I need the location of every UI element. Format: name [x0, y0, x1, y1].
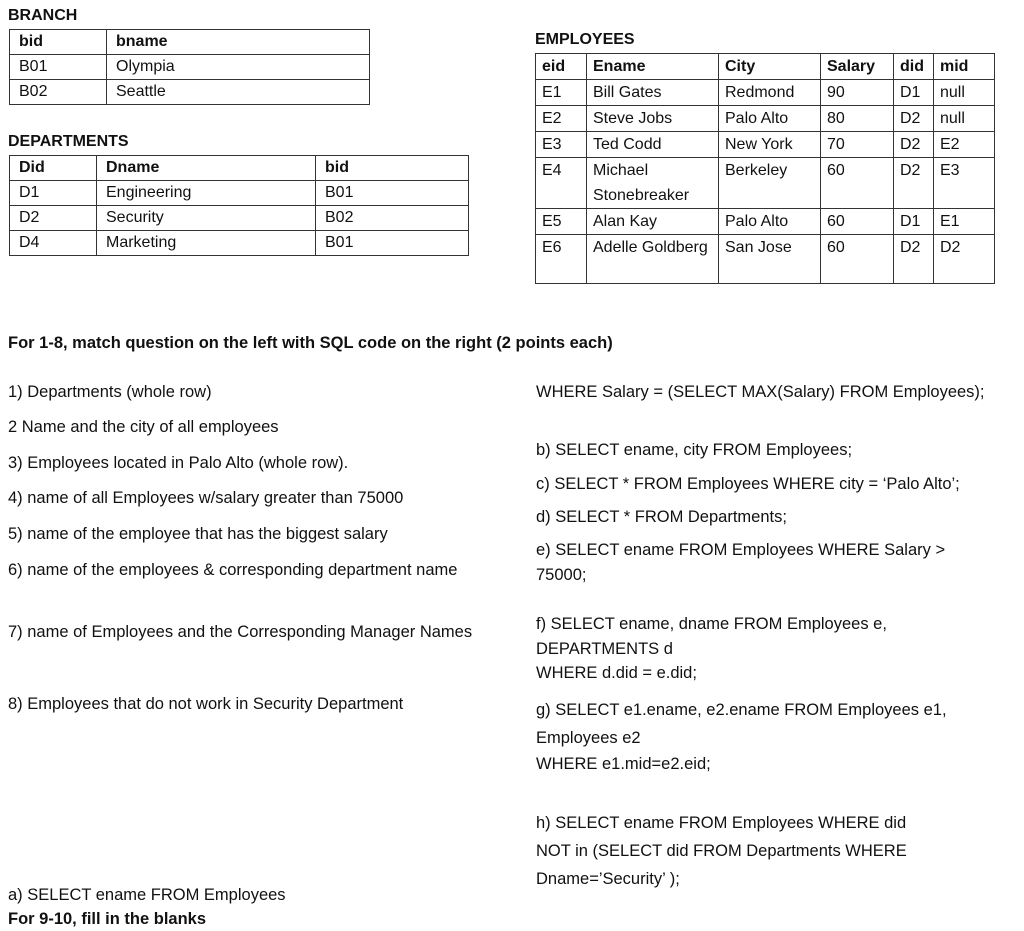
column-header: bname — [107, 30, 370, 55]
branch-title: BRANCH — [8, 7, 78, 24]
table-row — [536, 106, 995, 132]
table-cell: Steve Jobs — [587, 106, 719, 132]
table-cell: Redmond — [719, 80, 821, 106]
table-cell: E4 — [536, 158, 587, 209]
column-header: eid — [536, 54, 587, 80]
question-5: 5) name of the employee that has the biggest salary — [8, 525, 388, 543]
table-cell: B02 — [10, 80, 107, 105]
answer-g-line1: g) SELECT e1.ename, e2.ename FROM Employees e1, Employees e2 — [536, 701, 947, 747]
column-header: City — [719, 54, 821, 80]
departments-title: DEPARTMENTS — [8, 133, 129, 150]
table-cell: D2 — [894, 235, 934, 284]
table-cell: D4 — [10, 231, 97, 256]
table-cell: Bill Gates — [587, 80, 719, 106]
instructions-heading: For 1-8, match question on the left with SQL code on the right (2 points each) — [8, 334, 613, 352]
column-header: Ename — [587, 54, 719, 80]
question-6: 6) name of the employees & corresponding department name — [8, 561, 458, 579]
table-row — [536, 158, 995, 209]
table-header-row — [10, 156, 469, 181]
table-cell: D2 — [894, 106, 934, 132]
table-cell: D2 — [10, 206, 97, 231]
table-cell: 90 — [821, 80, 894, 106]
table-row — [536, 80, 995, 106]
table-row — [10, 181, 469, 206]
table-cell: 80 — [821, 106, 894, 132]
answer-b: b) SELECT ename, city FROM Employees; — [536, 441, 853, 459]
table-cell: D2 — [934, 235, 995, 284]
table-row — [10, 206, 469, 231]
column-header: did — [894, 54, 934, 80]
table-cell: Alan Kay — [587, 209, 719, 235]
answer-e: e) SELECT ename FROM Employees WHERE Salary > 75000; — [536, 541, 946, 584]
table-cell: 60 — [821, 209, 894, 235]
answer-g-line2: WHERE e1.mid=e2.eid; — [536, 755, 711, 773]
table-row — [536, 209, 995, 235]
question-8: 8) Employees that do not work in Security Department — [8, 695, 404, 713]
table-cell: San Jose — [719, 235, 821, 284]
table-row — [10, 80, 370, 105]
question-2: 2 Name and the city of all employees — [8, 418, 279, 436]
table-cell: D1 — [894, 209, 934, 235]
table-cell: Marketing — [97, 231, 316, 256]
fill-blanks-heading: For 9-10, fill in the blanks — [8, 910, 207, 928]
column-header: bid — [316, 156, 469, 181]
column-header: Dname — [97, 156, 316, 181]
table-cell: Seattle — [107, 80, 370, 105]
column-header: bid — [10, 30, 107, 55]
table-cell: B02 — [316, 206, 469, 231]
departments-table — [9, 155, 469, 256]
table-cell: E1 — [536, 80, 587, 106]
column-header: mid — [934, 54, 995, 80]
table-row — [10, 55, 370, 80]
table-cell: Ted Codd — [587, 132, 719, 158]
table-row — [10, 231, 469, 256]
table-row — [536, 235, 995, 284]
table-cell: D2 — [894, 158, 934, 209]
table-header-row — [10, 30, 370, 55]
answer-d: d) SELECT * FROM Departments; — [536, 508, 787, 526]
branch-table — [9, 29, 370, 105]
question-4: 4) name of all Employees w/salary greater than 75000 — [8, 489, 404, 507]
question-1: 1) Departments (whole row) — [8, 383, 212, 401]
table-cell: New York — [719, 132, 821, 158]
table-cell: 70 — [821, 132, 894, 158]
table-cell: E2 — [536, 106, 587, 132]
table-cell: D1 — [894, 80, 934, 106]
answer-h: h) SELECT ename FROM Employees WHERE did NOT in (SELECT did FROM Departments WHERE Dname=’Security’ ); — [536, 814, 907, 888]
question-7: 7) name of Employees and the Corresponding Manager Names — [8, 623, 473, 641]
table-cell: E1 — [934, 209, 995, 235]
table-cell: B01 — [316, 231, 469, 256]
table-cell: D1 — [10, 181, 97, 206]
table-header-row — [536, 54, 995, 80]
table-cell: Engineering — [97, 181, 316, 206]
employees-table — [535, 53, 995, 284]
answer-a-continued: WHERE Salary = (SELECT MAX(Salary) FROM Employees); — [536, 383, 985, 401]
employees-title: EMPLOYEES — [535, 31, 635, 48]
table-cell: E5 — [536, 209, 587, 235]
table-cell: E3 — [934, 158, 995, 209]
table-cell: Olympia — [107, 55, 370, 80]
table-cell: 60 — [821, 158, 894, 209]
column-header: Did — [10, 156, 97, 181]
table-row — [536, 132, 995, 158]
table-cell: null — [934, 80, 995, 106]
answer-c: c) SELECT * FROM Employees WHERE city = ‘Palo Alto’; — [536, 475, 960, 493]
table-cell: Palo Alto — [719, 209, 821, 235]
table-cell: B01 — [316, 181, 469, 206]
table-cell: null — [934, 106, 995, 132]
answer-a: a) SELECT ename FROM Employees — [8, 886, 286, 904]
table-cell: E2 — [934, 132, 995, 158]
table-cell: Palo Alto — [719, 106, 821, 132]
table-cell: D2 — [894, 132, 934, 158]
question-3: 3) Employees located in Palo Alto (whole row). — [8, 454, 349, 472]
table-cell: Berkeley — [719, 158, 821, 209]
table-cell: Adelle Goldberg — [587, 235, 719, 284]
table-cell: 60 — [821, 235, 894, 284]
table-cell: E6 — [536, 235, 587, 284]
answer-f-line1: f) SELECT ename, dname FROM Employees e, DEPARTMENTS d — [536, 615, 887, 658]
table-cell: Security — [97, 206, 316, 231]
answer-f-line2: WHERE d.did = e.did; — [536, 664, 697, 682]
table-cell: E3 — [536, 132, 587, 158]
table-cell: Michael Stonebreaker — [587, 158, 719, 209]
table-cell: B01 — [10, 55, 107, 80]
column-header: Salary — [821, 54, 894, 80]
